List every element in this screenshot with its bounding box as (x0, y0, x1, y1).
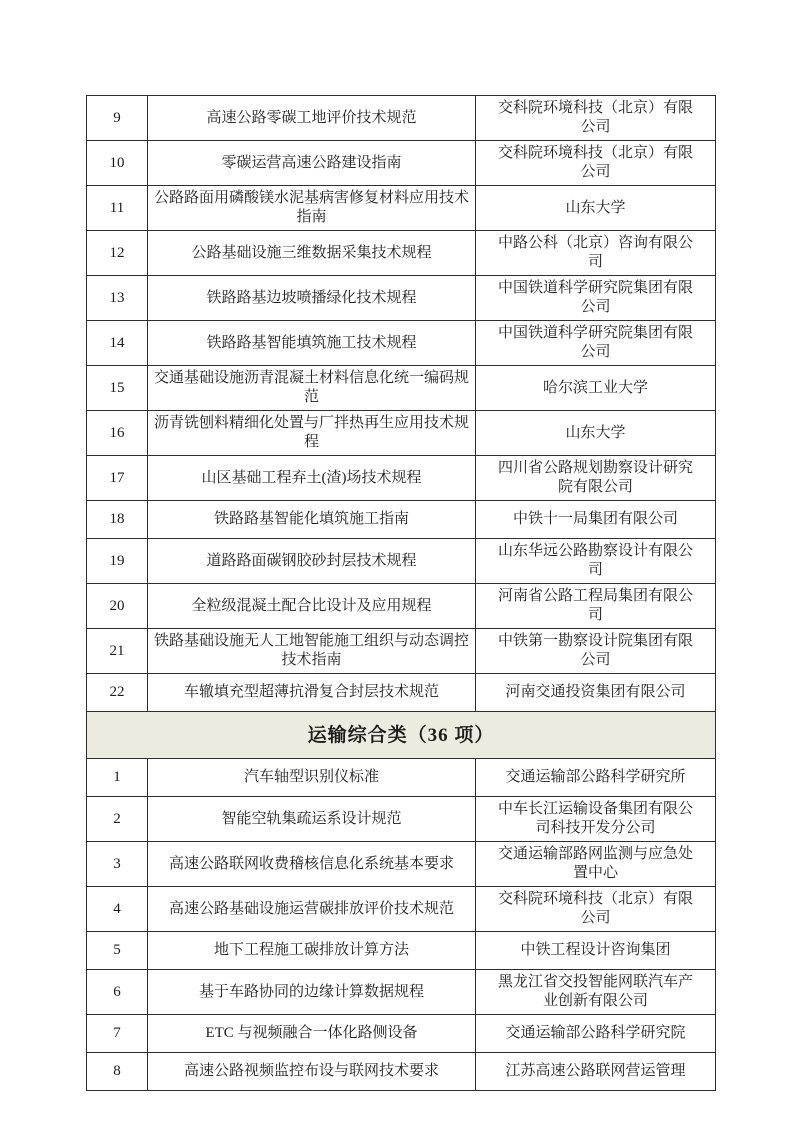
row-number-cell: 10 (87, 141, 148, 186)
table-row (87, 1015, 716, 1053)
drafting-org-cell: 交通运输部公路科学研究院 (476, 1015, 716, 1053)
drafting-org-cell: 哈尔滨工业大学 (476, 366, 716, 411)
table-row (87, 321, 716, 366)
drafting-org-cell: 山东大学 (476, 411, 716, 456)
table-row (87, 411, 716, 456)
row-number-cell: 11 (87, 186, 148, 231)
standard-name-cell: 基于车路协同的边缘计算数据规程 (148, 970, 476, 1015)
table-row (87, 539, 716, 584)
standards-table-body (87, 96, 716, 1091)
drafting-org-cell: 山东华远公路勘察设计有限公司 (476, 539, 716, 584)
drafting-org-cell: 四川省公路规划勘察设计研究院有限公司 (476, 456, 716, 501)
table-row (87, 932, 716, 970)
standard-name-cell: 交通基础设施沥青混凝土材料信息化统一编码规范 (148, 366, 476, 411)
row-number-cell: 2 (87, 797, 148, 842)
row-number-cell: 6 (87, 970, 148, 1015)
drafting-org-cell: 黑龙江省交投智能网联汽车产业创新有限公司 (476, 970, 716, 1015)
table-row (87, 887, 716, 932)
standard-name-cell: 汽车轴型识别仪标准 (148, 759, 476, 797)
standard-name-cell: 山区基础工程弃土(渣)场技术规程 (148, 456, 476, 501)
drafting-org-cell: 河南省公路工程局集团有限公司 (476, 584, 716, 629)
table-row (87, 186, 716, 231)
row-number-cell: 19 (87, 539, 148, 584)
table-row (87, 1053, 716, 1091)
drafting-org-cell: 河南交通投资集团有限公司 (476, 674, 716, 712)
drafting-org-cell: 交通运输部路网监测与应急处置中心 (476, 842, 716, 887)
drafting-org-cell: 交科院环境科技（北京）有限公司 (476, 141, 716, 186)
drafting-org-cell: 交科院环境科技（北京）有限公司 (476, 96, 716, 141)
row-number-cell: 7 (87, 1015, 148, 1053)
row-number-cell: 21 (87, 629, 148, 674)
drafting-org-cell: 中车长江运输设备集团有限公司科技开发分公司 (476, 797, 716, 842)
standards-table (86, 95, 716, 1091)
row-number-cell: 8 (87, 1053, 148, 1091)
table-row (87, 970, 716, 1015)
table-row (87, 501, 716, 539)
row-number-cell: 17 (87, 456, 148, 501)
row-number-cell: 22 (87, 674, 148, 712)
drafting-org-cell: 交科院环境科技（北京）有限公司 (476, 887, 716, 932)
drafting-org-cell: 江苏高速公路联网营运管理 (476, 1053, 716, 1091)
drafting-org-cell: 山东大学 (476, 186, 716, 231)
standard-name-cell: 高速公路视频监控布设与联网技术要求 (148, 1053, 476, 1091)
standard-name-cell: 铁路路基智能化填筑施工指南 (148, 501, 476, 539)
row-number-cell: 14 (87, 321, 148, 366)
standard-name-cell: 铁路路基边坡喷播绿化技术规程 (148, 276, 476, 321)
drafting-org-cell: 中路公科（北京）咨询有限公司 (476, 231, 716, 276)
standard-name-cell: 公路基础设施三维数据采集技术规程 (148, 231, 476, 276)
row-number-cell: 18 (87, 501, 148, 539)
row-number-cell: 12 (87, 231, 148, 276)
table-row (87, 456, 716, 501)
table-row (87, 231, 716, 276)
table-row (87, 629, 716, 674)
row-number-cell: 9 (87, 96, 148, 141)
table-row (87, 96, 716, 141)
table-row (87, 674, 716, 712)
section-header-row (87, 712, 716, 759)
table-row (87, 797, 716, 842)
standard-name-cell: ETC 与视频融合一体化路侧设备 (148, 1015, 476, 1053)
drafting-org-cell: 中铁工程设计咨询集团 (476, 932, 716, 970)
row-number-cell: 5 (87, 932, 148, 970)
row-number-cell: 1 (87, 759, 148, 797)
standard-name-cell: 全粒级混凝土配合比设计及应用规程 (148, 584, 476, 629)
row-number-cell: 3 (87, 842, 148, 887)
standard-name-cell: 公路路面用磷酸镁水泥基病害修复材料应用技术指南 (148, 186, 476, 231)
standard-name-cell: 铁路基础设施无人工地智能施工组织与动态调控技术指南 (148, 629, 476, 674)
table-row (87, 366, 716, 411)
table-row (87, 584, 716, 629)
drafting-org-cell: 中国铁道科学研究院集团有限公司 (476, 321, 716, 366)
row-number-cell: 20 (87, 584, 148, 629)
row-number-cell: 4 (87, 887, 148, 932)
drafting-org-cell: 交通运输部公路科学研究所 (476, 759, 716, 797)
drafting-org-cell: 中铁十一局集团有限公司 (476, 501, 716, 539)
standard-name-cell: 零碳运营高速公路建设指南 (148, 141, 476, 186)
row-number-cell: 13 (87, 276, 148, 321)
table-row (87, 759, 716, 797)
standard-name-cell: 高速公路基础设施运营碳排放评价技术规范 (148, 887, 476, 932)
standard-name-cell: 高速公路零碳工地评价技术规范 (148, 96, 476, 141)
section-header-title: 运输综合类（36 项） (87, 712, 716, 759)
standard-name-cell: 智能空轨集疏运系设计规范 (148, 797, 476, 842)
table-row (87, 842, 716, 887)
standard-name-cell: 地下工程施工碳排放计算方法 (148, 932, 476, 970)
standard-name-cell: 沥青铣刨料精细化处置与厂拌热再生应用技术规程 (148, 411, 476, 456)
row-number-cell: 16 (87, 411, 148, 456)
standard-name-cell: 车辙填充型超薄抗滑复合封层技术规范 (148, 674, 476, 712)
drafting-org-cell: 中铁第一勘察设计院集团有限公司 (476, 629, 716, 674)
table-row (87, 276, 716, 321)
standard-name-cell: 铁路路基智能填筑施工技术规程 (148, 321, 476, 366)
row-number-cell: 15 (87, 366, 148, 411)
table-row (87, 141, 716, 186)
standard-name-cell: 道路路面碳钢胶砂封层技术规程 (148, 539, 476, 584)
drafting-org-cell: 中国铁道科学研究院集团有限公司 (476, 276, 716, 321)
standard-name-cell: 高速公路联网收费稽核信息化系统基本要求 (148, 842, 476, 887)
